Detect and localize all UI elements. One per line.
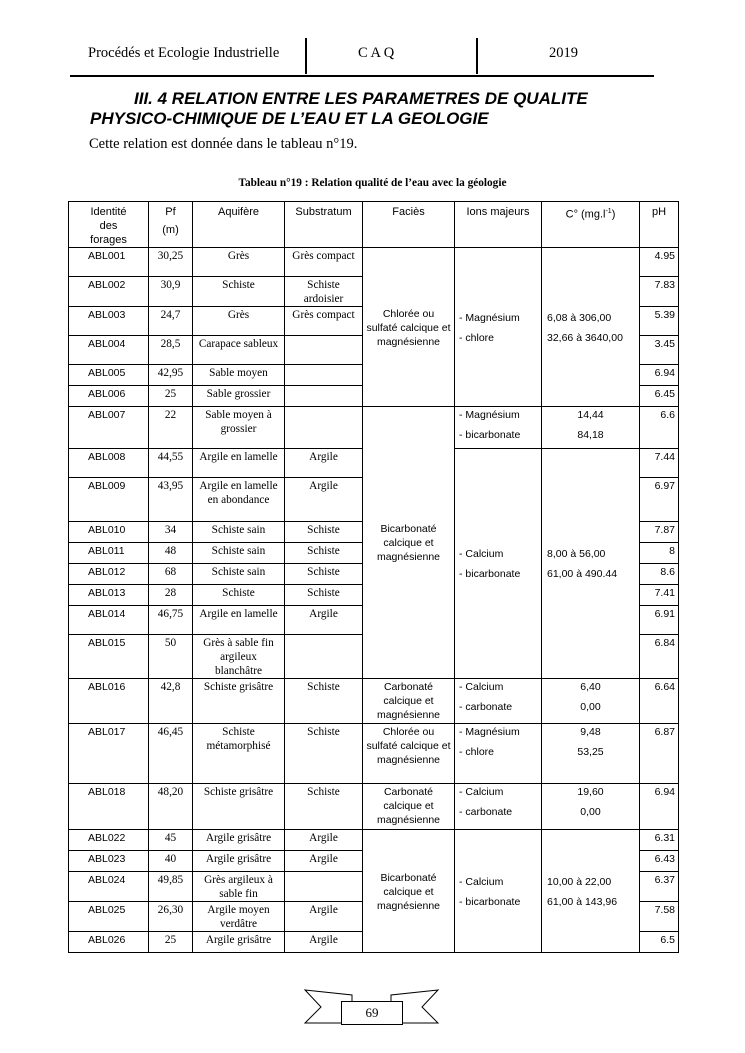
table-header-row	[69, 202, 679, 248]
cell-pf: 44,55	[149, 449, 193, 478]
cell-pf: 30,9	[149, 277, 193, 307]
cell-pf: 50	[149, 635, 193, 679]
conc-line: 0,00	[580, 701, 601, 713]
cell-id: ABL006	[69, 386, 149, 407]
header-substratum: Substratum	[285, 202, 363, 248]
cell-pf: 28,5	[149, 336, 193, 365]
cell-ions	[455, 248, 542, 407]
cell-substratum: Argile	[285, 932, 363, 953]
ion-line: - bicarbonate	[459, 568, 521, 580]
cell-substratum	[285, 386, 363, 407]
cell-aquifere: Sable moyen à grossier	[193, 407, 285, 449]
cell-id: ABL001	[69, 248, 149, 277]
conc-line: 6,08 à 306,00	[547, 311, 612, 324]
cell-ph: 5.39	[640, 307, 679, 336]
cell-facies: Chlorée ou sulfaté calcique et magnésienne	[363, 724, 455, 784]
cell-id: ABL008	[69, 449, 149, 478]
cell-ph: 6.45	[640, 386, 679, 407]
cell-aquifere: Argile grisâtre	[193, 830, 285, 851]
ion-line: - Calcium	[459, 875, 504, 888]
cell-substratum	[285, 635, 363, 679]
header-id-line: des	[99, 220, 118, 232]
conc-line: 0,00	[580, 806, 601, 818]
header-divider	[305, 38, 307, 74]
cell-ph: 4.95	[640, 248, 679, 277]
ion-line: - chlore	[459, 746, 495, 758]
cell-facies: Carbonaté calcique et magnésienne	[363, 679, 455, 724]
cell-ph: 6.43	[640, 851, 679, 872]
cell-id: ABL022	[69, 830, 149, 851]
cell-aquifere: Argile grisâtre	[193, 851, 285, 872]
cell-substratum	[285, 872, 363, 902]
cell-ph: 6.87	[640, 724, 679, 784]
cell-ph: 6.94	[640, 784, 679, 830]
header-course: Procédés et Ecologie Industrielle	[88, 45, 280, 61]
conc-line: 61,00 à 143,96	[547, 895, 618, 908]
cell-aquifere: Schiste grisâtre	[193, 784, 285, 830]
cell-pf: 68	[149, 564, 193, 585]
cell-id: ABL012	[69, 564, 149, 585]
cell-ph: 6.31	[640, 830, 679, 851]
header-conc-close: )	[611, 208, 616, 221]
conc-line: 84,18	[577, 429, 604, 441]
cell-aquifere: Schiste grisâtre	[193, 679, 285, 724]
cell-aquifere: Argile en lamelle	[193, 449, 285, 478]
cell-concentration	[542, 407, 640, 449]
cell-ions	[455, 679, 542, 724]
cell-ph: 6.6	[640, 407, 679, 449]
cell-pf: 30,25	[149, 248, 193, 277]
cell-aquifere: Schiste métamorphisé	[193, 724, 285, 784]
cell-id: ABL009	[69, 478, 149, 522]
ion-line: - carbonate	[459, 806, 513, 818]
ion-line: - Calcium	[459, 786, 504, 798]
conc-line: 19,60	[577, 786, 604, 798]
cell-concentration	[542, 449, 640, 679]
cell-id: ABL018	[69, 784, 149, 830]
section-title-line1: III. 4 RELATION ENTRE LES PARAMETRES DE QUALITE	[134, 89, 588, 108]
cell-facies: Bicarbonaté calcique et magnésienne	[363, 407, 455, 679]
cell-substratum: Argile	[285, 606, 363, 635]
cell-aquifere: Schiste	[193, 585, 285, 606]
header-concentration	[542, 202, 640, 248]
cell-pf: 43,95	[149, 478, 193, 522]
ion-line: - Calcium	[459, 681, 504, 693]
cell-substratum: Schiste	[285, 543, 363, 564]
cell-aquifere: Schiste sain	[193, 564, 285, 585]
conc-line: 61,00 à 490.44	[547, 568, 618, 580]
cell-substratum: Argile	[285, 478, 363, 522]
header-id	[69, 202, 149, 248]
cell-facies: Carbonaté calcique et magnésienne	[363, 784, 455, 830]
cell-id: ABL023	[69, 851, 149, 872]
cell-ph: 3.45	[640, 336, 679, 365]
cell-pf: 42,8	[149, 679, 193, 724]
header-id-line: Identité	[90, 206, 127, 218]
cell-substratum	[285, 336, 363, 365]
cell-id: ABL011	[69, 543, 149, 564]
conc-line: 9,48	[580, 726, 601, 738]
conc-line: 10,00 à 22,00	[547, 875, 612, 888]
cell-aquifere: Schiste sain	[193, 522, 285, 543]
cell-aquifere: Carapace sableux	[193, 336, 285, 365]
table-row	[69, 830, 679, 851]
cell-aquifere: Argile en lamelle en abondance	[193, 478, 285, 522]
cell-substratum: Grès compact	[285, 248, 363, 277]
page-number-banner	[0, 983, 745, 1027]
conc-line: 6,40	[580, 681, 601, 693]
cell-id: ABL010	[69, 522, 149, 543]
cell-substratum: Argile	[285, 902, 363, 932]
cell-concentration	[542, 784, 640, 830]
geology-quality-table	[68, 201, 679, 953]
ion-line: - chlore	[459, 331, 495, 344]
cell-aquifere: Argile en lamelle	[193, 606, 285, 635]
conc-line: 32,66 à 3640,00	[547, 331, 623, 344]
ion-line: - bicarbonate	[459, 429, 521, 441]
cell-substratum	[285, 407, 363, 449]
cell-aquifere: Grès à sable fin argileux blanchâtre	[193, 635, 285, 679]
header-ph: pH	[640, 202, 679, 248]
cell-pf: 48	[149, 543, 193, 564]
table-row	[69, 679, 679, 724]
header-year: 2019	[549, 45, 578, 61]
cell-pf: 24,7	[149, 307, 193, 336]
cell-concentration	[542, 248, 640, 407]
cell-id: ABL013	[69, 585, 149, 606]
cell-ph: 6.84	[640, 635, 679, 679]
cell-id: ABL004	[69, 336, 149, 365]
cell-ph: 7.83	[640, 277, 679, 307]
cell-substratum	[285, 365, 363, 386]
cell-pf: 42,95	[149, 365, 193, 386]
ion-line: - bicarbonate	[459, 895, 521, 908]
header-ions: Ions majeurs	[455, 202, 542, 248]
cell-concentration	[542, 724, 640, 784]
cell-ph: 8.6	[640, 564, 679, 585]
cell-pf: 45	[149, 830, 193, 851]
table-row	[69, 724, 679, 784]
cell-substratum: Argile	[285, 449, 363, 478]
cell-aquifere: Argile moyen verdâtre	[193, 902, 285, 932]
table-row	[69, 407, 679, 449]
table-row	[69, 248, 679, 277]
cell-id: ABL025	[69, 902, 149, 932]
header-aquifere: Aquifère	[193, 202, 285, 248]
cell-id: ABL017	[69, 724, 149, 784]
header-divider	[476, 38, 478, 74]
cell-ions	[455, 784, 542, 830]
cell-ph: 6.97	[640, 478, 679, 522]
section-title-line2: PHYSICO-CHIMIQUE DE L’EAU ET LA GEOLOGIE	[90, 109, 489, 128]
cell-pf: 46,45	[149, 724, 193, 784]
cell-pf: 40	[149, 851, 193, 872]
cell-facies: Chlorée ou sulfaté calcique et magnésienne	[363, 248, 455, 407]
cell-substratum: Schiste	[285, 724, 363, 784]
cell-ph: 6.94	[640, 365, 679, 386]
conc-line: 53,25	[577, 746, 604, 758]
cell-pf: 25	[149, 932, 193, 953]
ion-line: - Magnésium	[459, 311, 520, 324]
cell-facies: Bicarbonaté calcique et magnésienne	[363, 830, 455, 953]
header-pf	[149, 202, 193, 248]
cell-ph: 6.64	[640, 679, 679, 724]
cell-substratum: Argile	[285, 851, 363, 872]
ion-line: - Calcium	[459, 548, 504, 560]
cell-aquifere: Sable grossier	[193, 386, 285, 407]
table-row	[69, 784, 679, 830]
ion-line: - Magnésium	[459, 726, 520, 738]
header-facies: Faciès	[363, 202, 455, 248]
cell-ph: 8	[640, 543, 679, 564]
cell-concentration	[542, 679, 640, 724]
cell-pf: 26,30	[149, 902, 193, 932]
cell-substratum: Schiste	[285, 522, 363, 543]
cell-ph: 7.41	[640, 585, 679, 606]
table-caption: Tableau n°19 : Relation qualité de l’eau avec la géologie	[238, 177, 507, 189]
cell-substratum: Schiste ardoisier	[285, 277, 363, 307]
conc-line: 14,44	[577, 409, 604, 421]
page-number: 69	[341, 1001, 403, 1025]
cell-pf: 28	[149, 585, 193, 606]
cell-id: ABL007	[69, 407, 149, 449]
header-pf-unit: (m)	[162, 224, 179, 236]
cell-substratum: Schiste	[285, 679, 363, 724]
cell-substratum: Schiste	[285, 564, 363, 585]
cell-ph: 6.37	[640, 872, 679, 902]
cell-pf: 25	[149, 386, 193, 407]
intro-paragraph: Cette relation est donnée dans le tableau n°19.	[89, 136, 358, 152]
cell-aquifere: Grès	[193, 307, 285, 336]
cell-ions	[455, 407, 542, 449]
cell-aquifere: Argile grisâtre	[193, 932, 285, 953]
cell-id: ABL005	[69, 365, 149, 386]
header-pf-line: Pf	[165, 206, 176, 218]
cell-id: ABL026	[69, 932, 149, 953]
cell-aquifere: Sable moyen	[193, 365, 285, 386]
cell-ph: 7.87	[640, 522, 679, 543]
ion-line: - carbonate	[459, 701, 513, 713]
cell-pf: 46,75	[149, 606, 193, 635]
cell-pf: 48,20	[149, 784, 193, 830]
cell-pf: 22	[149, 407, 193, 449]
cell-substratum: Argile	[285, 830, 363, 851]
cell-pf: 34	[149, 522, 193, 543]
ion-line: - Magnésium	[459, 409, 520, 421]
cell-pf: 49,85	[149, 872, 193, 902]
cell-id: ABL016	[69, 679, 149, 724]
cell-aquifere: Schiste sain	[193, 543, 285, 564]
cell-substratum: Schiste	[285, 585, 363, 606]
cell-ph: 7.58	[640, 902, 679, 932]
cell-id: ABL002	[69, 277, 149, 307]
page-header	[70, 40, 654, 77]
cell-substratum: Schiste	[285, 784, 363, 830]
cell-ph: 6.5	[640, 932, 679, 953]
cell-concentration	[542, 830, 640, 953]
conc-line: 8,00 à 56,00	[547, 548, 606, 560]
cell-id: ABL024	[69, 872, 149, 902]
cell-ions	[455, 724, 542, 784]
header-id-line: forages	[90, 234, 127, 246]
cell-aquifere: Grès	[193, 248, 285, 277]
cell-substratum: Grès compact	[285, 307, 363, 336]
cell-ions	[455, 449, 542, 679]
cell-aquifere: Schiste	[193, 277, 285, 307]
cell-aquifere: Grès argileux à sable fin	[193, 872, 285, 902]
cell-id: ABL015	[69, 635, 149, 679]
header-subject: C A Q	[358, 45, 395, 61]
header-conc-exponent: -1	[605, 208, 612, 215]
cell-ph: 7.44	[640, 449, 679, 478]
cell-ions	[455, 830, 542, 953]
cell-id: ABL014	[69, 606, 149, 635]
cell-id: ABL003	[69, 307, 149, 336]
header-conc-text: C° (mg.l	[565, 208, 606, 221]
cell-ph: 6.91	[640, 606, 679, 635]
section-title	[90, 89, 588, 129]
